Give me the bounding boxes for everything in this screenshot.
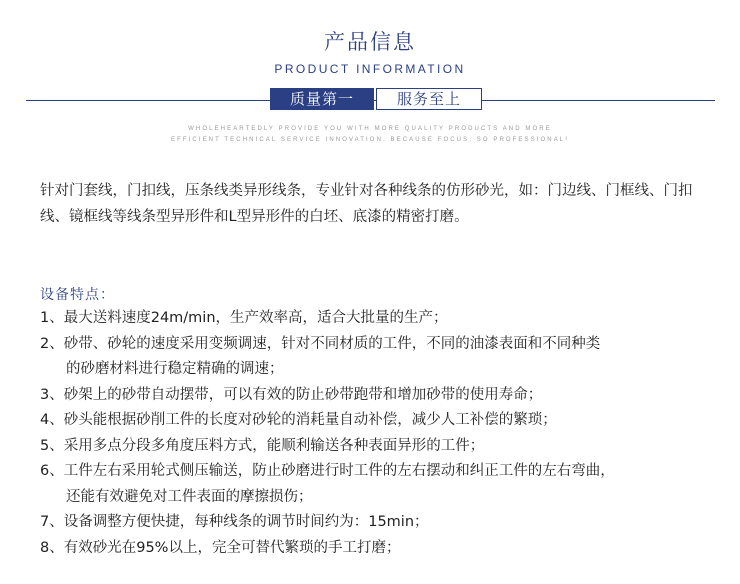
page-title: 产品信息 xyxy=(324,30,416,54)
badge-service-first: 服务至上 xyxy=(376,88,482,110)
feature-item xyxy=(40,459,730,510)
feature-text: 1、最大送料速度24m/min，生产效率高，适合大批量的生产； xyxy=(40,310,448,326)
feature-item xyxy=(40,408,730,434)
feature-text-continued: 还能有效避免对工件表面的摩擦损伤； xyxy=(66,488,313,505)
tagline xyxy=(0,124,740,146)
feature-text: 3、砂架上的砂带自动摆带，可以有效的防止砂带跑带和增加砂带的使用寿命； xyxy=(40,386,543,403)
feature-text: 5、采用多点分段多角度压料方式，能顺利输送各种表面异形的工件； xyxy=(40,437,485,454)
feature-text: 8、有效砂光在95%以上，完全可替代繁琐的手工打磨； xyxy=(40,539,401,556)
intro-paragraph: 针对门套线，门扣线，压条线类异形线条，专业针对各种线条的仿形砂光，如：门边线、门框线、门扣线、镜框线等线条型异形件和L型异形件的白坯、底漆的精密打磨。 xyxy=(40,183,693,225)
page-subtitle: PRODUCT INFORMATION xyxy=(274,62,466,76)
feature-text-continued: 的砂磨材料进行稳定精确的调速； xyxy=(66,361,284,377)
feature-item xyxy=(40,332,730,383)
features-list xyxy=(40,306,730,561)
feature-item xyxy=(40,510,730,536)
feature-text: 2、砂带、砂轮的速度采用变频调速，针对不同材质的工件，不同的油漆表面和不同种类 xyxy=(40,335,601,352)
feature-text: 6、工件左右采用轮式侧压输送，防止砂磨进行时工件的左右摆动和纠正工件的左右弯曲， xyxy=(40,463,615,479)
feature-item xyxy=(40,306,730,332)
tagline-line-1: WHOLEHEARTEDLY PROVIDE YOU WITH MORE QUALITY PRODUCTS AND MORE xyxy=(188,126,552,132)
tagline-line-2: EFFICIENT TECHNICAL SERVICE INNOVATION. BECAUSE FOCUS, SO PROFESSIONAL! xyxy=(170,137,570,143)
feature-item xyxy=(40,383,730,409)
feature-text: 7、设备调整方便快捷，每种线条的调节时间约为：15min； xyxy=(40,514,429,530)
features-heading: 设备特点： xyxy=(40,287,115,303)
feature-item xyxy=(40,434,730,460)
feature-item xyxy=(40,536,730,562)
badge-quality-first: 质量第一 xyxy=(270,88,374,110)
feature-text: 4、砂头能根据砂削工件的长度对砂轮的消耗量自动补偿，减少人工补偿的繁琐； xyxy=(40,412,557,428)
